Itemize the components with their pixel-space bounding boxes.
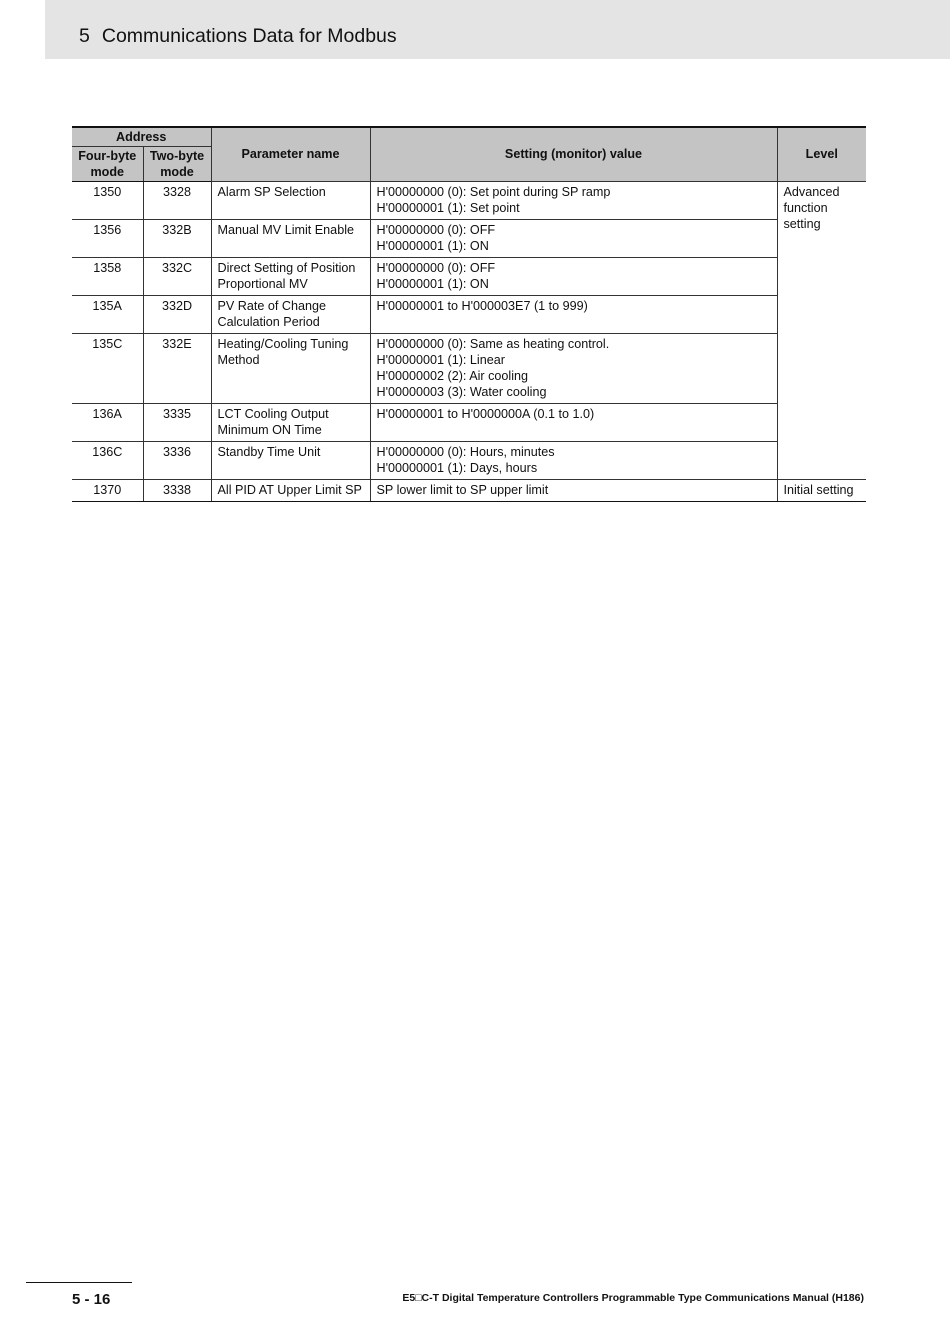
table-row: [72, 333, 866, 403]
table-row: [72, 441, 866, 479]
two-byte-address: 3336: [143, 441, 211, 479]
chapter-title-text: Communications Data for Modbus: [101, 25, 397, 47]
table-row: [72, 295, 866, 333]
four-byte-address: 1370: [72, 479, 143, 501]
four-byte-address: 1350: [72, 181, 143, 219]
two-byte-address: 332C: [143, 257, 211, 295]
setting-value: H'00000000 (0): OFF H'00000001 (1): ON: [370, 257, 777, 295]
two-byte-address: 3338: [143, 479, 211, 501]
two-byte-address: 332E: [143, 333, 211, 403]
page-number: 5 - 16: [72, 1291, 111, 1308]
four-byte-address: 136C: [72, 441, 143, 479]
header-two-byte-mode: Two-byte mode: [143, 146, 211, 181]
parameter-name: Manual MV Limit Enable: [211, 219, 370, 257]
parameter-name: PV Rate of Change Calculation Period: [211, 295, 370, 333]
parameter-name: Alarm SP Selection: [211, 181, 370, 219]
four-byte-address: 1358: [72, 257, 143, 295]
setting-value: H'00000000 (0): OFF H'00000001 (1): ON: [370, 219, 777, 257]
footer-rule: [26, 1282, 132, 1283]
header-level: Level: [777, 127, 866, 181]
table-row: [72, 181, 866, 219]
two-byte-address: 3335: [143, 403, 211, 441]
chapter-number: 5: [79, 25, 90, 47]
parameter-name: All PID AT Upper Limit SP: [211, 479, 370, 501]
table-row: [72, 403, 866, 441]
two-byte-address: 3328: [143, 181, 211, 219]
two-byte-address: 332B: [143, 219, 211, 257]
four-byte-address: 135C: [72, 333, 143, 403]
four-byte-address: 135A: [72, 295, 143, 333]
setting-value: H'00000000 (0): Hours, minutes H'00000001 (1): Days, hours: [370, 441, 777, 479]
chapter-title: [79, 25, 397, 48]
two-byte-address: 332D: [143, 295, 211, 333]
parameter-name: Direct Setting of Position Proportional MV: [211, 257, 370, 295]
setting-value: SP lower limit to SP upper limit: [370, 479, 777, 501]
level-initial-setting: Initial setting: [777, 479, 866, 501]
setting-value: H'00000001 to H'000003E7 (1 to 999): [370, 295, 777, 333]
chapter-header: [45, 0, 950, 59]
header-four-byte-mode: Four-byte mode: [72, 146, 143, 181]
table-row: [72, 257, 866, 295]
setting-value: H'00000000 (0): Set point during SP ramp H'00000001 (1): Set point: [370, 181, 777, 219]
parameter-name: LCT Cooling Output Minimum ON Time: [211, 403, 370, 441]
header-setting-value: Setting (monitor) value: [370, 127, 777, 181]
parameter-name: Standby Time Unit: [211, 441, 370, 479]
setting-value: H'00000000 (0): Same as heating control. H'00000001 (1): Linear H'00000002 (2): Air cooling H'00000003 (3): Water cooling: [370, 333, 777, 403]
manual-title: E5□C-T Digital Temperature Controllers Programmable Type Communications Manual (H186): [402, 1292, 864, 1304]
table-row: [72, 219, 866, 257]
four-byte-address: 136A: [72, 403, 143, 441]
modbus-parameter-table: [72, 126, 866, 502]
header-address: Address: [72, 127, 211, 146]
four-byte-address: 1356: [72, 219, 143, 257]
header-parameter-name: Parameter name: [211, 127, 370, 181]
level-advanced-function-setting: Advanced function setting: [777, 181, 866, 479]
parameter-name: Heating/Cooling Tuning Method: [211, 333, 370, 403]
setting-value: H'00000001 to H'0000000A (0.1 to 1.0): [370, 403, 777, 441]
table-row: [72, 479, 866, 501]
